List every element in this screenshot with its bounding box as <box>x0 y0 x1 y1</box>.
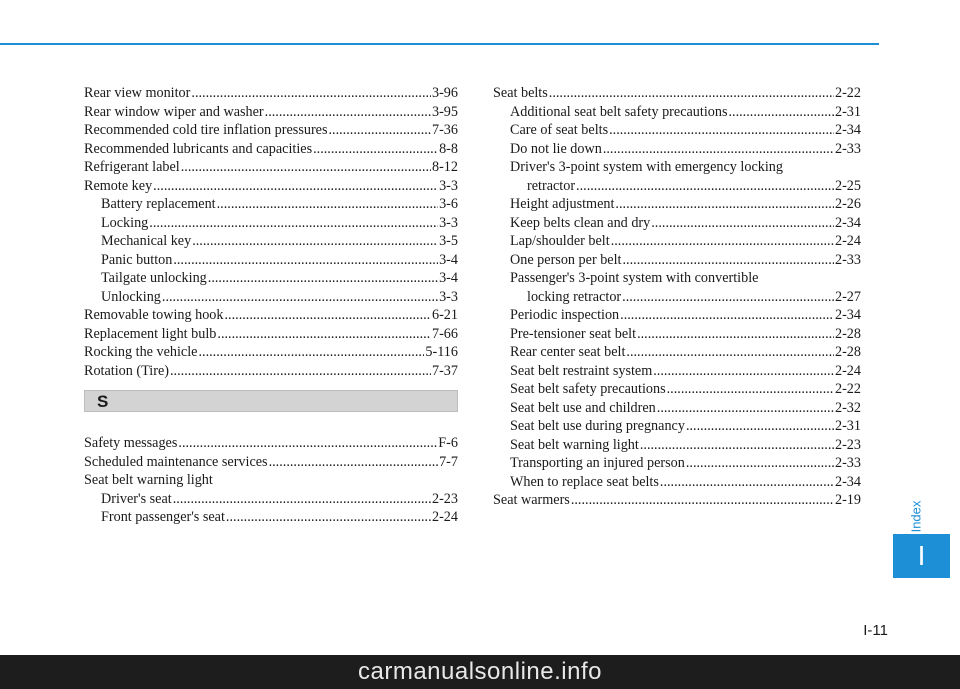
index-entry[interactable] <box>84 490 458 509</box>
index-entry[interactable] <box>84 214 458 233</box>
index-entry[interactable] <box>493 473 861 492</box>
index-entry[interactable] <box>493 454 861 473</box>
index-entry[interactable] <box>493 362 861 381</box>
entry-text: When to replace seat belts <box>510 473 659 490</box>
dot-leader <box>686 454 834 473</box>
entry-text: Tailgate unlocking <box>101 270 207 286</box>
dot-leader <box>686 417 834 436</box>
dot-leader <box>217 195 438 214</box>
dot-leader <box>265 103 431 122</box>
entry-page: 2-23 <box>431 490 458 507</box>
entry-page: 3-4 <box>439 270 458 286</box>
entry-page: 3-3 <box>439 177 458 194</box>
entry-page: 2-34 <box>834 214 861 231</box>
index-entry[interactable] <box>84 84 458 103</box>
entry-text: Rear window wiper and washer <box>84 103 264 120</box>
entry-text: Seat belt restraint system <box>510 362 653 379</box>
index-group-s <box>84 434 458 527</box>
entry-text: Scheduled maintenance services <box>84 453 268 470</box>
entry-page: 7-66 <box>431 325 458 342</box>
entry-text: Lap/shoulder belt <box>510 233 610 249</box>
entry-page: 2-22 <box>834 85 861 101</box>
dot-leader <box>576 177 834 196</box>
entry-text: Safety messages <box>84 435 178 451</box>
chapter-tab[interactable] <box>893 534 950 578</box>
index-entry[interactable] <box>493 269 861 288</box>
dot-leader <box>637 325 834 344</box>
index-entry[interactable] <box>493 195 861 214</box>
entry-page: 8-12 <box>431 159 458 175</box>
page-number: I-11 <box>863 622 888 639</box>
index-entry[interactable] <box>493 325 861 344</box>
dot-leader <box>153 177 438 196</box>
index-entry[interactable] <box>493 251 861 270</box>
index-entry[interactable] <box>84 251 458 270</box>
entry-text: locking retractor <box>527 288 622 305</box>
entry-text: Rear view monitor <box>84 85 191 101</box>
index-entry[interactable] <box>84 434 458 453</box>
entry-page: 2-32 <box>834 399 861 416</box>
dot-leader <box>181 158 431 177</box>
entry-page: 2-27 <box>834 288 861 305</box>
entry-text: Additional seat belt safety precautions <box>510 103 728 120</box>
top-rule <box>0 43 879 45</box>
index-entry[interactable] <box>84 177 458 196</box>
dot-leader <box>651 214 834 233</box>
dot-leader <box>192 232 438 251</box>
entry-text: Rear center seat belt <box>510 344 626 360</box>
entry-text: Passenger's 3-point system with convertible <box>510 270 759 286</box>
dot-leader <box>191 84 431 103</box>
entry-page: 2-24 <box>834 362 861 379</box>
entry-text: Seat belt warning light <box>84 472 213 488</box>
entry-page: 3-4 <box>439 251 458 268</box>
index-entry[interactable] <box>84 195 458 214</box>
watermark-text: carmanualsonline.info <box>358 658 602 685</box>
entry-page: 2-33 <box>834 455 861 471</box>
dot-leader <box>603 140 834 159</box>
dot-leader <box>269 453 439 472</box>
entry-page: 8-8 <box>439 140 458 157</box>
entry-page: 2-19 <box>834 492 861 508</box>
entry-page: 3-5 <box>439 233 458 249</box>
entry-text: Seat belt warning light <box>510 436 639 453</box>
dot-leader <box>313 140 438 159</box>
index-entry[interactable] <box>84 471 458 490</box>
entry-page: 6-21 <box>431 307 458 323</box>
index-entry[interactable] <box>493 343 861 362</box>
index-entry[interactable] <box>84 103 458 122</box>
index-entry[interactable] <box>84 158 458 177</box>
index-entry[interactable] <box>84 362 458 381</box>
index-entry[interactable] <box>84 232 458 251</box>
index-entry[interactable] <box>493 232 861 251</box>
index-entry[interactable] <box>493 121 861 140</box>
index-entry[interactable] <box>84 306 458 325</box>
entry-page: 7-37 <box>431 362 458 379</box>
index-entry[interactable] <box>493 288 861 307</box>
index-group-r <box>84 84 458 380</box>
entry-page: F-6 <box>438 435 458 451</box>
dot-leader <box>178 434 437 453</box>
entry-text: Removable towing hook <box>84 307 224 323</box>
entry-text: Rotation (Tire) <box>84 362 169 379</box>
index-entry[interactable] <box>493 306 861 325</box>
entry-page: 7-7 <box>439 453 458 470</box>
entry-page: 3-3 <box>439 288 458 305</box>
dot-leader <box>657 399 834 418</box>
dot-leader <box>208 269 438 288</box>
entry-page: 2-28 <box>834 344 861 360</box>
entry-text: Front passenger's seat <box>101 509 225 525</box>
dot-leader <box>728 103 834 122</box>
dot-leader <box>149 214 438 233</box>
index-entry[interactable] <box>84 269 458 288</box>
dot-leader <box>640 436 834 455</box>
dot-leader <box>217 325 431 344</box>
entry-text: Recommended lubricants and capacities <box>84 140 313 157</box>
dot-leader <box>620 306 834 325</box>
index-column-left <box>84 84 458 527</box>
entry-page: 7-36 <box>431 122 458 138</box>
entry-text: Mechanical key <box>101 233 192 249</box>
entry-text: Seat belt use during pregnancy <box>510 418 685 434</box>
index-entry[interactable] <box>84 140 458 159</box>
entry-text: retractor <box>527 177 576 194</box>
entry-page: 2-34 <box>834 122 861 138</box>
entry-text: Seat belts <box>493 85 548 101</box>
entry-text: Refrigerant label <box>84 159 180 175</box>
dot-leader <box>660 473 834 492</box>
entry-page: 2-34 <box>834 473 861 490</box>
dot-leader <box>549 84 834 103</box>
entry-page: 2-26 <box>834 196 861 212</box>
entry-text: Remote key <box>84 177 153 194</box>
dot-leader <box>170 362 431 381</box>
index-entry[interactable] <box>493 214 861 233</box>
index-column-right <box>493 84 861 510</box>
entry-page: 2-33 <box>834 140 861 157</box>
entry-text: Driver's seat <box>101 490 172 507</box>
dot-leader <box>328 121 431 140</box>
dot-leader <box>611 232 834 251</box>
dot-leader <box>615 195 834 214</box>
dot-leader <box>198 343 424 362</box>
entry-text: Battery replacement <box>101 196 216 212</box>
entry-text: Periodic inspection <box>510 307 620 323</box>
index-entry[interactable] <box>84 343 458 362</box>
entry-page: 5-116 <box>425 344 458 360</box>
entry-text: One person per belt <box>510 251 622 268</box>
entry-text: Pre-tensioner seat belt <box>510 325 637 342</box>
entry-page: 2-34 <box>834 307 861 323</box>
dot-leader <box>622 288 834 307</box>
entry-page: 2-31 <box>834 103 861 120</box>
index-entry[interactable] <box>493 436 861 455</box>
dot-leader <box>162 288 438 307</box>
entry-page: 3-6 <box>439 196 458 212</box>
entry-text: Unlocking <box>101 288 161 305</box>
entry-page: 3-96 <box>431 85 458 101</box>
dot-leader <box>667 380 834 399</box>
entry-page: 3-3 <box>439 214 458 231</box>
dot-leader <box>226 508 431 527</box>
side-section-label: Index <box>908 500 924 532</box>
index-entry[interactable] <box>84 121 458 140</box>
entry-text: Seat belt safety precautions <box>510 381 666 397</box>
entry-text: Replacement light bulb <box>84 325 217 342</box>
dot-leader <box>623 251 834 270</box>
entry-page: 2-24 <box>834 233 861 249</box>
entry-page: 2-24 <box>431 509 458 525</box>
index-entry[interactable] <box>493 380 861 399</box>
dot-leader <box>609 121 834 140</box>
entry-text: Locking <box>101 214 149 231</box>
index-entry[interactable] <box>493 140 861 159</box>
entry-text: Panic button <box>101 251 173 268</box>
index-entry[interactable] <box>493 491 861 510</box>
dot-leader <box>173 251 438 270</box>
dot-leader <box>571 491 834 510</box>
dot-leader <box>626 343 834 362</box>
index-entry[interactable] <box>84 325 458 344</box>
chapter-tab-letter: I <box>917 540 926 571</box>
index-entry[interactable] <box>493 399 861 418</box>
index-entry[interactable] <box>493 84 861 103</box>
entry-text: Seat warmers <box>493 492 570 508</box>
watermark-bar <box>0 655 960 689</box>
dot-leader <box>653 362 834 381</box>
entry-text: Driver's 3-point system with emergency locking <box>510 159 783 175</box>
entry-page: 2-33 <box>834 251 861 268</box>
index-entry[interactable] <box>493 417 861 436</box>
entry-text: Recommended cold tire inflation pressures <box>84 122 328 138</box>
entry-text: Rocking the vehicle <box>84 344 198 360</box>
dot-leader <box>173 490 431 509</box>
entry-text: Care of seat belts <box>510 122 609 138</box>
entry-page: 2-25 <box>834 177 861 194</box>
index-entry[interactable] <box>493 103 861 122</box>
index-entry[interactable] <box>84 288 458 307</box>
index-entry[interactable] <box>493 177 861 196</box>
entry-page: 2-23 <box>834 436 861 453</box>
entry-text: Height adjustment <box>510 196 615 212</box>
section-letter: S <box>97 392 109 411</box>
entry-page: 2-31 <box>834 418 861 434</box>
dot-leader <box>225 306 431 325</box>
entry-page: 3-95 <box>431 103 458 120</box>
section-header-s <box>84 390 458 412</box>
entry-text: Keep belts clean and dry <box>510 214 651 231</box>
entry-page: 2-22 <box>834 381 861 397</box>
entry-text: Seat belt use and children <box>510 399 656 416</box>
index-entry[interactable] <box>84 508 458 527</box>
entry-page: 2-28 <box>834 325 861 342</box>
index-entry[interactable] <box>493 158 861 177</box>
entry-text: Do not lie down <box>510 140 602 157</box>
index-entry[interactable] <box>84 453 458 472</box>
entry-text: Transporting an injured person <box>510 455 685 471</box>
